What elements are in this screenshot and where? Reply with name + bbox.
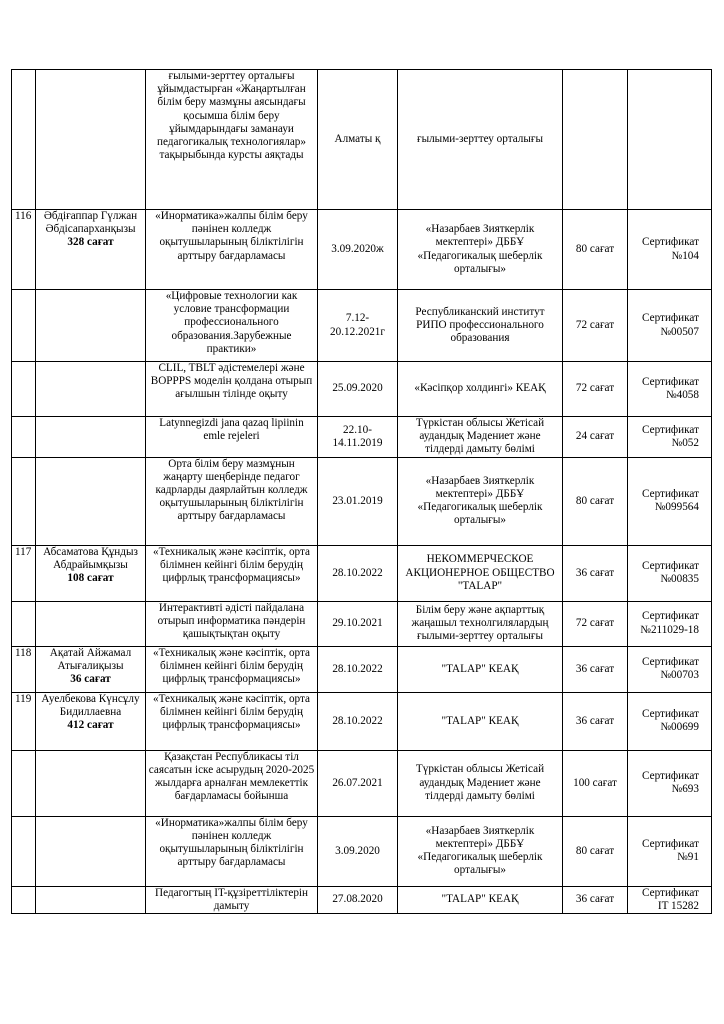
course-date-cell: 3.09.2020 [318,816,398,886]
participant-cell [36,457,146,545]
course-date-cell: 23.01.2019 [318,457,398,545]
organization-cell: Республиканский институт РИПО профессионального образования [398,290,563,362]
row-number-cell: 117 [12,545,36,601]
participant-cell [36,210,146,290]
row-number-cell [12,886,36,913]
certificate-cell [628,70,712,210]
duration-cell: 24 сағат [563,417,628,458]
course-date-cell: 28.10.2022 [318,646,398,692]
duration-cell: 100 сағат [563,750,628,816]
certificate-cell: Сертификат №211029-18 [628,601,712,646]
training-records-table [11,69,712,914]
duration-cell: 36 сағат [563,646,628,692]
organization-cell: Білім беру және ақпарттық жаңашыл технолгилялардың ғылыми-зерттеу орталығы [398,601,563,646]
participant-name: Әбдіғаппар Гүлжан Әбдісапарханқызы [43,210,138,236]
course-date-cell: 25.09.2020 [318,362,398,417]
course-title-cell: «Инорматика»жалпы білім беру пәнінен колледж оқытушыларының біліктілігін арттыру бағдарламасы [146,210,318,290]
course-date-cell: 26.07.2021 [318,750,398,816]
organization-cell: Түркістан облысы Жетісай аудандық Мәдениет және тілдерді дамыту бөлімі [398,750,563,816]
total-hours: 328 сағат [67,236,114,249]
course-title-cell: Педагогтың IT-құзіреттіліктерін дамыту [146,886,318,913]
certificate-cell: Сертификат №00699 [628,692,712,750]
table-row [12,457,712,545]
total-hours: 36 сағат [70,673,111,686]
participant-cell [36,816,146,886]
course-title-cell: ғылыми-зерттеу орталығы ұйымдастырған «Жаңартылған білім беру мазмұны аясындағы қосымша білім беру ұйымдарындағы заманауи педагогикалық технологиялар» тақырыбында курсты аяқтады [146,70,318,210]
participant-cell [36,886,146,913]
course-title-cell: Орта білім беру мазмұнын жаңарту шеңберінде педагог кадрларды даярлайтын колледж оқытушыларының біліктілігін арттыру бағдарламасы [146,457,318,545]
course-title-cell: «Техникалық және кәсіптік, орта білімнен кейінгі білім берудің цифрлық трансформациясы» [146,545,318,601]
participant-name: Ақатай Айжамал Атығалиқызы [49,646,132,672]
certificate-cell: Сертификат IT 15282 [628,886,712,913]
row-number-cell: 119 [12,692,36,750]
duration-cell: 36 сағат [563,886,628,913]
duration-cell: 72 сағат [563,601,628,646]
course-title-cell: «Техникалық және кәсіптік, орта білімнен кейінгі білім берудің цифрлық трансформациясы» [146,692,318,750]
row-number-cell [12,362,36,417]
organization-cell: Түркістан облысы Жетісай аудандық Мәдениет және тілдерді дамыту бөлімі [398,417,563,458]
participant-cell [36,750,146,816]
organization-cell: "TALAP" КЕАҚ [398,886,563,913]
duration-cell: 80 сағат [563,210,628,290]
table-row [12,417,712,458]
table-row [12,601,712,646]
certificate-cell: Сертификат №00703 [628,646,712,692]
course-date-cell: 22.10-14.11.2019 [318,417,398,458]
certificate-cell: Сертификат №91 [628,816,712,886]
participant-name: Ауелбекова Күнсұлу Бидиллаевна [41,692,140,718]
participant-cell [36,290,146,362]
table-row [12,545,712,601]
table-row [12,290,712,362]
row-number-cell [12,457,36,545]
course-title-cell: «Техникалық және кәсіптік, орта білімнен кейінгі білім берудің цифрлық трансформациясы» [146,646,318,692]
certificate-cell: Сертификат №4058 [628,362,712,417]
organization-cell: «Кәсіпқор холдингі» КЕАҚ [398,362,563,417]
table-row [12,210,712,290]
table-row [12,70,712,210]
participant-cell [36,70,146,210]
duration-cell: 36 сағат [563,692,628,750]
certificate-cell: Сертификат №104 [628,210,712,290]
organization-cell: "TALAP" КЕАҚ [398,646,563,692]
organization-cell: «Назарбаев Зияткерлік мектептері» ДББҰ «Педагогикалық шеберлік орталығы» [398,210,563,290]
row-number-cell [12,70,36,210]
participant-cell [36,601,146,646]
organization-cell: НЕКОММЕРЧЕСКОЕ АКЦИОНЕРНОЕ ОБЩЕСТВО "TALAP" [398,545,563,601]
row-number-cell [12,290,36,362]
duration-cell: 80 сағат [563,816,628,886]
row-number-cell: 118 [12,646,36,692]
participant-cell [36,646,146,692]
organization-cell: "TALAP" КЕАҚ [398,692,563,750]
course-date-cell: 29.10.2021 [318,601,398,646]
row-number-cell: 116 [12,210,36,290]
total-hours: 108 сағат [67,572,114,585]
organization-cell: ғылыми-зерттеу орталығы [398,70,563,210]
duration-cell: 36 сағат [563,545,628,601]
course-date-cell: 3.09.2020ж [318,210,398,290]
table-body [12,70,712,914]
course-title-cell: «Цифровые технологии как условие трансформации профессионального образования.Зарубежные практики» [146,290,318,362]
course-date-cell: 27.08.2020 [318,886,398,913]
row-number-cell [12,601,36,646]
table-row [12,646,712,692]
row-number-cell [12,417,36,458]
participant-cell [36,692,146,750]
certificate-cell: Сертификат №099564 [628,457,712,545]
course-date-cell: 28.10.2022 [318,692,398,750]
certificate-cell: Сертификат №00835 [628,545,712,601]
course-title-cell: Latynnegizdi jana qazaq lipiinin emle rejeleri [146,417,318,458]
table-row [12,816,712,886]
certificate-cell: Сертификат №693 [628,750,712,816]
table-row [12,362,712,417]
organization-cell: «Назарбаев Зияткерлік мектептері» ДББҰ «Педагогикалық шеберлік орталығы» [398,457,563,545]
duration-cell: 80 сағат [563,457,628,545]
course-date-cell: 28.10.2022 [318,545,398,601]
participant-name: Абсаматова Құндыз Абдрайымқызы [43,545,138,571]
course-date-cell: Алматы қ [318,70,398,210]
table-row [12,886,712,913]
participant-cell [36,362,146,417]
participant-cell [36,417,146,458]
duration-cell [563,70,628,210]
course-title-cell: «Инорматика»жалпы білім беру пәнінен колледж оқытушыларының біліктілігін арттыру бағдарламасы [146,816,318,886]
duration-cell: 72 сағат [563,362,628,417]
row-number-cell [12,816,36,886]
organization-cell: «Назарбаев Зияткерлік мектептері» ДББҰ «Педагогикалық шеберлік орталығы» [398,816,563,886]
certificate-cell: Сертификат №052 [628,417,712,458]
participant-cell [36,545,146,601]
certificate-cell: Сертификат №00507 [628,290,712,362]
table-row [12,750,712,816]
duration-cell: 72 сағат [563,290,628,362]
course-title-cell: Интерактивті әдісті пайдалана отырып информатика пәндерін қашықтықтан оқыту [146,601,318,646]
total-hours: 412 сағат [67,719,114,732]
course-title-cell: Қазақстан Республикасы тіл саясатын іске асырудың 2020-2025 жылдарға арналған мемлекеттік бағдарламасы бойынша [146,750,318,816]
table-row [12,692,712,750]
row-number-cell [12,750,36,816]
course-date-cell: 7.12-20.12.2021г [318,290,398,362]
course-title-cell: CLIL, TBLT әдістемелері және BOPPPS моделін қолдана отырып ағылшын тілінде оқыту [146,362,318,417]
